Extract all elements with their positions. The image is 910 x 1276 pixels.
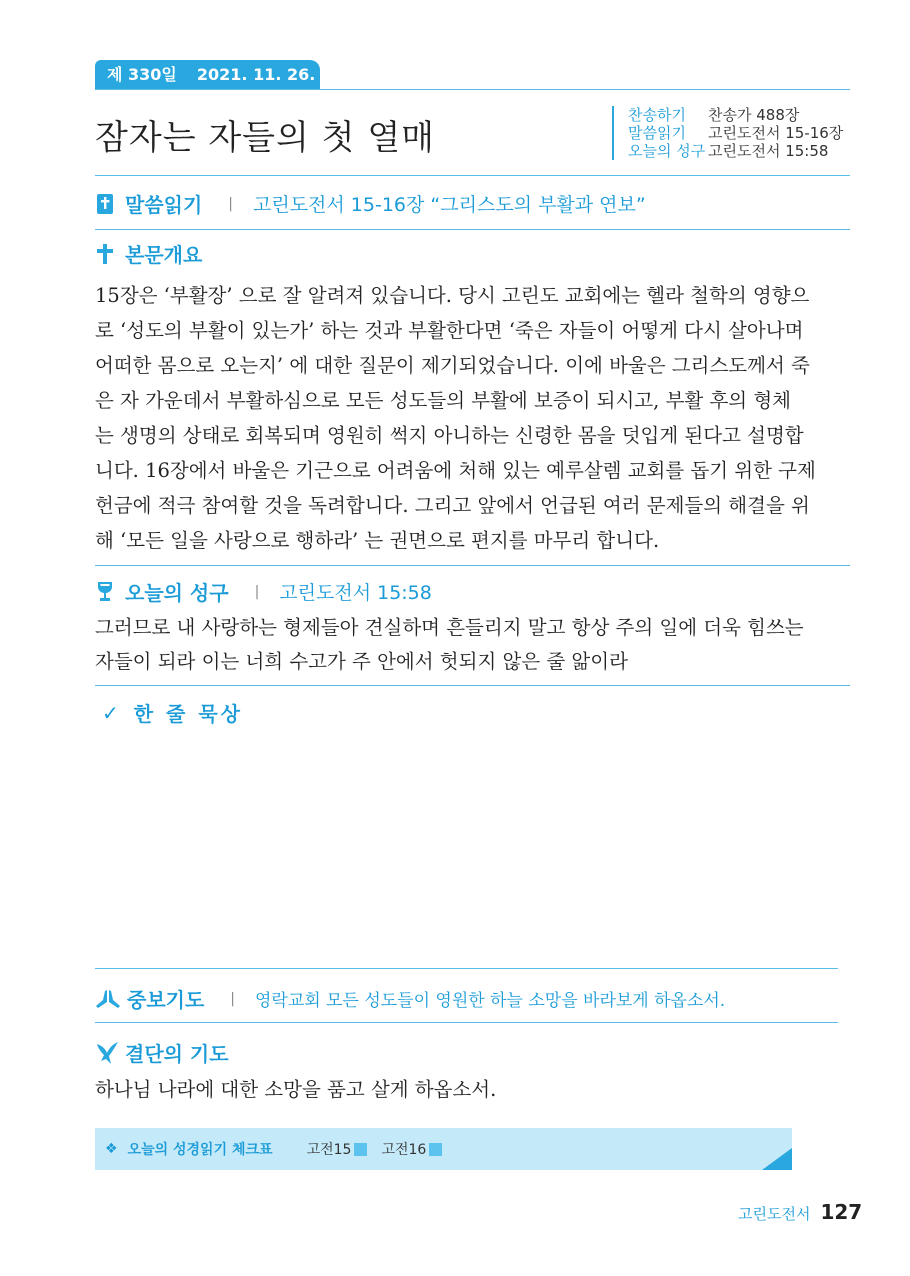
checklist-item[interactable]	[307, 1139, 368, 1159]
reading-text: 고린도전서 15-16장 “그리스도의 부활과 연보”	[253, 194, 646, 216]
verse-label: 오늘의 성구	[125, 581, 229, 605]
intercession-label: 중보기도	[127, 988, 205, 1012]
summary-text	[95, 278, 855, 558]
resolution-label: 결단의 기도	[125, 1042, 229, 1066]
footer-book: 고린도전서	[738, 1205, 811, 1223]
cross-icon	[95, 243, 115, 265]
verse-line: 그러므로 내 사랑하는 형제들아 견실하며 흔들리지 말고 항상 주의 일에 더욱 힘쓰는	[95, 616, 804, 639]
summary-line: 는 생명의 상태로 회복되며 영원히 썩지 아니하는 신령한 몸을 덧입게 된다고 설명합	[95, 424, 804, 447]
section-rule	[95, 685, 850, 686]
reading-checklist-bar	[95, 1128, 792, 1170]
summary-line: 15장은 ‘부활장’ 으로 잘 알려져 있습니다. 당시 고린도 교회에는 헬라 철학의 영향으	[95, 284, 810, 307]
info-label: 찬송하기	[628, 106, 686, 124]
meditation-label: 한 줄 묵상	[133, 702, 243, 726]
summary-line: 로 ‘성도의 부활이 있는가’ 하는 것과 부활한다면 ‘죽은 자들이 어떻게 다시 살아나며	[95, 319, 804, 342]
info-value: 찬송가 488장	[708, 106, 800, 124]
info-label: 말씀읽기	[628, 124, 686, 142]
summary-line: 어떠한 몸으로 오는지’ 에 대한 질문이 제기되었습니다. 이에 바울은 그리스도께서 죽	[95, 354, 810, 377]
verse-line: 자들이 되라 이는 너희 수고가 주 안에서 헛되지 않은 줄 앎이라	[95, 650, 628, 673]
separator: |	[228, 195, 233, 212]
info-value: 고린도전서 15-16장	[708, 124, 844, 142]
page-footer	[738, 1200, 862, 1224]
diamond-icon: ❖	[105, 1141, 118, 1157]
date-tab	[95, 60, 320, 114]
verse-heading	[95, 577, 432, 606]
info-row-hymn	[628, 106, 843, 124]
section-rule	[95, 175, 850, 176]
separator: |	[254, 583, 260, 600]
checklist-item-label: 고전15	[306, 1142, 352, 1158]
summary-line: 헌금에 적극 참여할 것을 독려합니다. 그리고 앞에서 언급된 여러 문제들의 해결을 위	[95, 494, 810, 517]
checkbox[interactable]	[429, 1143, 442, 1156]
resolution-text: 하나님 나라에 대한 소망을 품고 살게 하옵소서.	[95, 1078, 497, 1101]
reading-label: 말씀읽기	[125, 193, 203, 217]
info-label: 오늘의 성구	[628, 142, 706, 160]
header-rule	[95, 89, 850, 90]
section-rule	[95, 229, 850, 230]
day-number: 제 330일	[107, 65, 177, 84]
summary-label: 본문개요	[125, 243, 203, 267]
checklist-item-label: 고전16	[381, 1142, 427, 1158]
info-box	[612, 106, 843, 160]
info-value: 고린도전서 15:58	[708, 142, 829, 160]
summary-heading	[95, 239, 202, 268]
summary-line: 니다. 16장에서 바울은 기근으로 어려움에 처해 있는 예루살렘 교회를 돕기 위한 구제	[95, 459, 816, 482]
checklist-item[interactable]	[381, 1139, 442, 1159]
section-rule	[95, 565, 850, 566]
summary-line: 은 자 가운데서 부활하심으로 모든 성도들의 부활에 보증이 되시고, 부활 후의 형체	[95, 389, 792, 412]
section-rule	[95, 968, 838, 969]
bible-icon	[95, 193, 115, 215]
info-row-reading	[628, 124, 843, 142]
verse-text	[95, 611, 855, 679]
reading-heading	[95, 189, 646, 218]
intercession-heading	[95, 984, 725, 1013]
intercession-text: 영락교회 모든 성도들이 영원한 하늘 소망을 바라보게 하옵소서.	[255, 991, 726, 1011]
verse-reference: 고린도전서 15:58	[279, 582, 432, 604]
meditation-heading	[102, 698, 243, 727]
corner-fold	[762, 1148, 792, 1170]
checkbox[interactable]	[354, 1143, 367, 1156]
info-row-verse	[628, 142, 843, 160]
checklist-label: 오늘의 성경읽기 체크표	[127, 1142, 273, 1158]
praying-hands-icon	[95, 988, 121, 1010]
check-icon: ✓	[102, 700, 122, 725]
chalice-icon	[95, 581, 115, 603]
dove-icon	[95, 1040, 119, 1066]
page-title: 잠자는 자들의 첫 열매	[95, 118, 436, 158]
page-number: 127	[820, 1200, 863, 1224]
section-rule	[95, 1022, 838, 1023]
date-text: 2021. 11. 26. 금	[107, 65, 316, 114]
resolution-heading	[95, 1038, 229, 1067]
summary-line: 해 ‘모든 일을 사랑으로 행하라’ 는 권면으로 편지를 마무리 합니다.	[95, 529, 660, 552]
separator: |	[230, 990, 235, 1007]
